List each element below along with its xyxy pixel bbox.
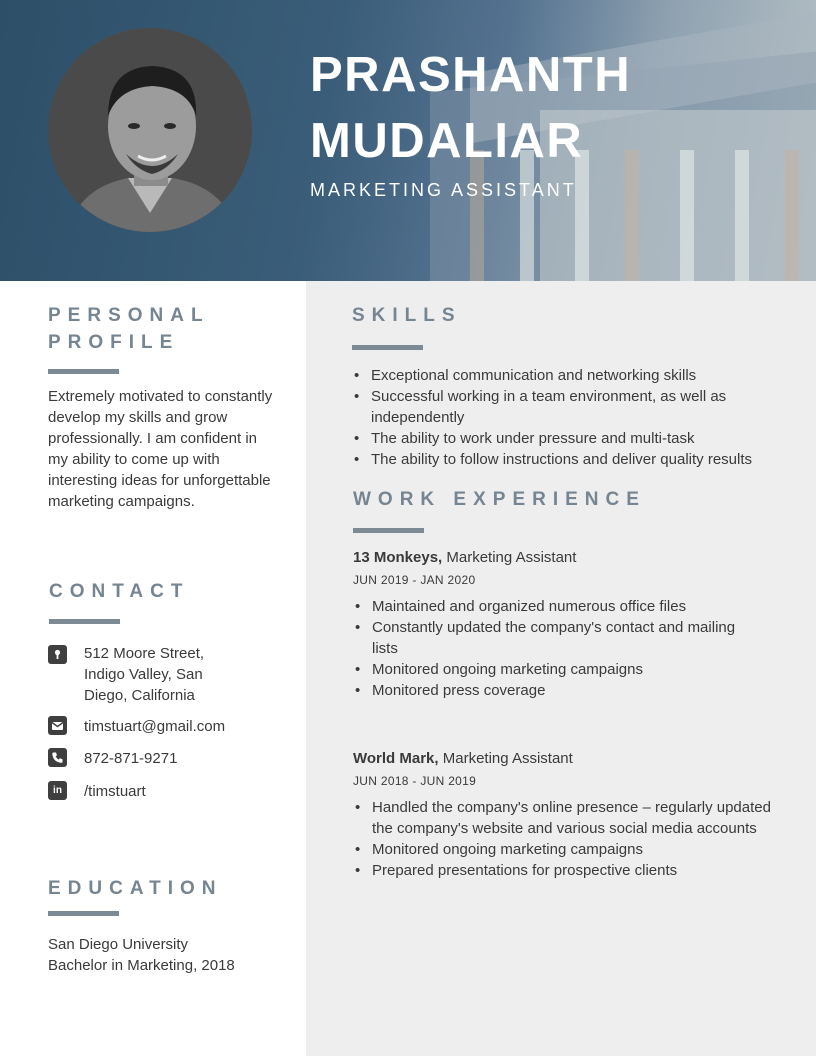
- phone-icon: [48, 748, 67, 767]
- section-divider: [48, 369, 119, 374]
- job-duties-list: [354, 797, 772, 881]
- section-divider: [352, 345, 423, 350]
- email-icon: [48, 716, 67, 735]
- section-divider: [49, 619, 120, 624]
- skills-list: [353, 365, 791, 470]
- personal-profile-heading: [48, 302, 210, 356]
- job-company: 13 Monkeys,: [353, 549, 443, 566]
- candidate-name-line1: PRASHANTH: [310, 48, 632, 102]
- skill-item: • Successful working in a team environment, as well as independently: [371, 386, 791, 428]
- personal-profile-text: Extremely motivated to constantly develop my skills and grow professionally. I am confident in my ability to come up with interesting ideas for unforgettable marketing campaigns.: [48, 388, 273, 510]
- header-banner: [0, 0, 816, 281]
- job-duty-item: • Handled the company's online presence – regularly updated the company's website and various social media accounts: [372, 797, 772, 839]
- education-school: San Diego University: [48, 936, 189, 953]
- section-divider: [48, 911, 119, 916]
- job-duty-item: • Constantly updated the company's contact and mailing lists: [372, 617, 762, 659]
- contact-address: 512 Moore Street, Indigo Valley, San Diego, California: [84, 645, 205, 704]
- personal-profile-heading-line1: PERSONAL: [48, 305, 210, 326]
- education-heading: EDUCATION: [48, 878, 223, 899]
- work-experience-heading: WORK EXPERIENCE: [353, 489, 646, 510]
- education-degree: Bachelor in Marketing, 2018: [48, 957, 235, 974]
- education-details: [48, 934, 288, 976]
- contact-heading: CONTACT: [49, 581, 190, 602]
- profile-photo: [48, 28, 252, 232]
- linkedin-icon: in: [48, 781, 67, 800]
- job-dates: JUN 2019 - JAN 2020: [353, 573, 476, 587]
- job-title: [353, 548, 576, 568]
- candidate-name-line2: MUDALIAR: [310, 114, 584, 168]
- skill-item: • The ability to follow instructions and deliver quality results: [371, 449, 791, 470]
- job-duty-item: • Monitored ongoing marketing campaigns: [372, 839, 772, 860]
- contact-email[interactable]: timstuart@gmail.com: [84, 718, 226, 735]
- job-dates: JUN 2018 - JUN 2019: [353, 774, 477, 788]
- skill-item: • The ability to work under pressure and multi-task: [371, 428, 791, 449]
- job-duty-item: • Maintained and organized numerous office files: [372, 596, 762, 617]
- section-divider: [353, 528, 424, 533]
- job-duty-item: • Monitored ongoing marketing campaigns: [372, 659, 762, 680]
- personal-profile-heading-line2: PROFILE: [48, 332, 180, 353]
- job-company: World Mark,: [353, 750, 439, 767]
- job-title: [353, 749, 573, 769]
- location-icon: [48, 645, 67, 664]
- job-duties-list: [354, 596, 762, 701]
- job-duty-item: • Monitored press coverage: [372, 680, 762, 701]
- contact-phone: 872-871-9271: [84, 750, 178, 767]
- skill-item: • Exceptional communication and networking skills: [371, 365, 791, 386]
- job-role: Marketing Assistant: [438, 750, 573, 767]
- job-duty-item: • Prepared presentations for prospective clients: [372, 860, 772, 881]
- candidate-job-title: MARKETING ASSISTANT: [310, 180, 577, 200]
- skills-heading: SKILLS: [352, 305, 462, 326]
- candidate-name: [310, 42, 790, 174]
- contact-linkedin[interactable]: /timstuart: [84, 783, 146, 800]
- job-role: Marketing Assistant: [442, 549, 577, 566]
